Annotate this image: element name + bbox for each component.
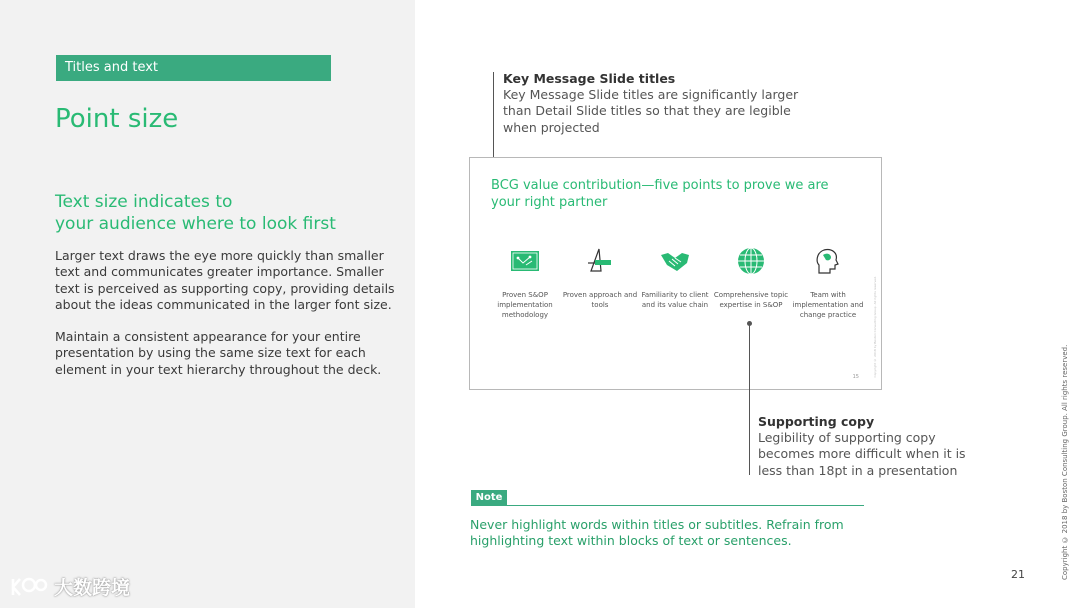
slide-item-label-2: Proven approach and tools: [562, 291, 638, 309]
subheading: [55, 191, 385, 235]
slide-item-label-1: Proven S&OP implementation methodology: [497, 291, 553, 319]
support-callout-title: Supporting copy: [758, 414, 875, 429]
support-callout-text: Legibility of supporting copy becomes more difficult when it is less than 18pt in a presentation: [758, 430, 966, 478]
key-callout-text: Key Message Slide titles are significantly larger than Detail Slide titles so that they are legible when projected: [503, 87, 799, 135]
handshake-icon: [658, 246, 692, 276]
watermark-logo-icon: [10, 575, 48, 599]
slide-copyright: Copyright © 2018 by Boston Consulting Group. All rights reserved.: [873, 276, 877, 378]
watermark: [10, 573, 130, 600]
key-callout-line: [493, 72, 494, 169]
slide-item-label-5: Team with implementation and change practice: [792, 291, 864, 319]
note-tag: Note: [471, 490, 507, 505]
note-divider: [471, 505, 864, 506]
slide-page-number: 15: [852, 374, 859, 380]
page-number: 21: [1011, 568, 1025, 581]
board-icon: [508, 246, 542, 276]
body-paragraph-1: Larger text draws the eye more quickly than smaller text and communicates greater importance. Smaller text is perceived as supporting copy, providing details about the ideas communicated in the larger font size.: [55, 248, 395, 312]
subheading-line-2: your audience where to look first: [55, 214, 336, 234]
copyright: Copyright © 2018 by Boston Consulting Group. All rights reserved.: [1061, 344, 1069, 580]
key-callout-title: Key Message Slide titles: [503, 71, 676, 86]
tools-icon: [583, 246, 617, 276]
example-slide: [469, 157, 882, 390]
body-paragraph-2: Maintain a consistent appearance for your entire presentation by using the same size text for each element in your text hierarchy throughout the deck.: [55, 329, 382, 377]
head-icon: [810, 246, 844, 276]
slide-title: BCG value contribution—five points to prove we are your right partner: [491, 178, 829, 210]
subheading-line-1: Text size indicates to: [55, 192, 233, 212]
support-callout-line: [749, 323, 750, 475]
page-title: Point size: [55, 104, 179, 134]
slide-item-label-3: Familiarity to client and its value chain: [641, 291, 709, 309]
globe-icon: [734, 246, 768, 276]
slide-item-label-4: Comprehensive topic expertise in S&OP: [713, 291, 789, 309]
watermark-text: 大数跨境: [54, 577, 131, 599]
note-text: Never highlight words within titles or subtitles. Refrain from highlighting text within blocks of text or sentences.: [470, 517, 844, 549]
section-tag: Titles and text: [56, 55, 331, 81]
